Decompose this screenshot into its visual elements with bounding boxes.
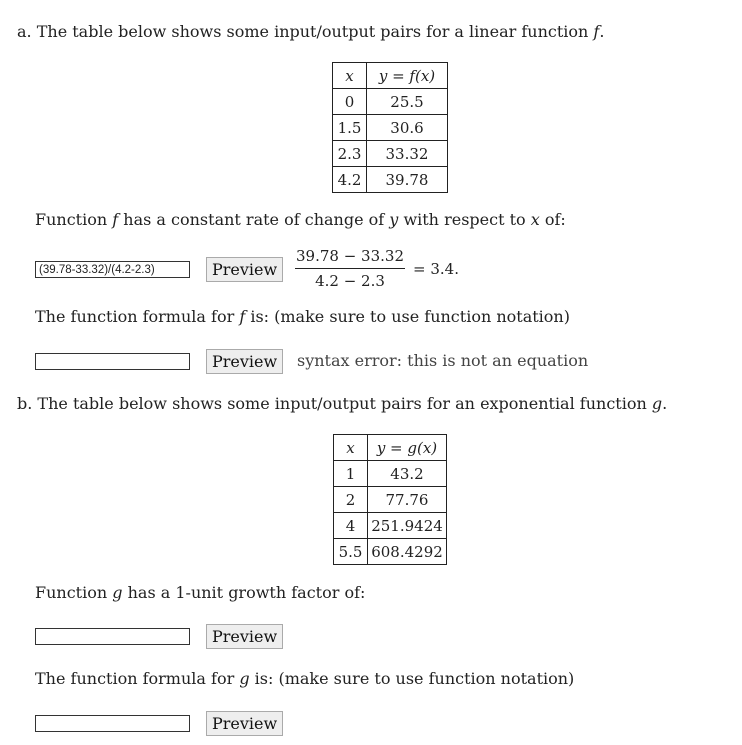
growth-question <box>35 583 365 602</box>
rate-x-symbol: x <box>530 210 540 229</box>
part-a-table <box>332 62 448 193</box>
y-cell: 33.32 <box>367 141 448 167</box>
formula-f-error-message: syntax error: this is not an equation <box>297 351 589 370</box>
part-b-func-symbol: g <box>651 394 663 413</box>
x-header: x <box>334 435 368 461</box>
part-a-prompt-text: a. The table below shows some input/output pairs for a linear function <box>17 22 589 41</box>
formula-f-input[interactable] <box>35 353 190 370</box>
growth-text-1: Function <box>35 583 108 602</box>
part-b-period: . <box>662 394 668 413</box>
rate-text-3: with respect to <box>403 210 526 229</box>
x-cell: 4.2 <box>333 167 367 193</box>
table-row <box>334 487 447 513</box>
x-cell: 0 <box>333 89 367 115</box>
formula-g-preview-button[interactable]: Preview <box>206 711 283 736</box>
table-row <box>333 89 448 115</box>
part-b-prompt-text: b. The table below shows some input/output pairs for an exponential function <box>17 394 647 413</box>
x-cell: 2.3 <box>333 141 367 167</box>
y-header: y = f(x) <box>367 63 448 89</box>
part-b-table <box>333 434 447 565</box>
table-row <box>334 461 447 487</box>
fraction-bar <box>295 268 405 269</box>
formula-g-text-2: is: (make sure to use function notation) <box>254 669 575 688</box>
growth-text-2: has a 1-unit growth factor of: <box>127 583 366 602</box>
formula-f-preview-button[interactable]: Preview <box>206 349 283 374</box>
growth-preview-button[interactable]: Preview <box>206 624 283 649</box>
y-cell: 251.9424 <box>368 513 447 539</box>
x-cell: 5.5 <box>334 539 368 565</box>
formula-f-text-1: The function formula for <box>35 307 235 326</box>
rate-preview-result: = 3.4. <box>413 260 459 278</box>
formula-f-question <box>35 307 570 326</box>
rate-text-4: of: <box>544 210 566 229</box>
part-b-prompt <box>17 394 667 413</box>
part-a-prompt <box>17 22 604 41</box>
y-cell: 39.78 <box>367 167 448 193</box>
y-cell: 25.5 <box>367 89 448 115</box>
x-header: x <box>333 63 367 89</box>
rate-answer-input[interactable]: (39.78-33.32)/(4.2-2.3) <box>35 261 190 278</box>
formula-f-text-2: is: (make sure to use function notation) <box>250 307 570 326</box>
rate-preview-button[interactable]: Preview <box>206 257 283 282</box>
x-cell: 1.5 <box>333 115 367 141</box>
formula-g-text-1: The function formula for <box>35 669 235 688</box>
part-a-period: . <box>599 22 605 41</box>
y-cell: 30.6 <box>367 115 448 141</box>
formula-g-input[interactable] <box>35 715 190 732</box>
table-row <box>334 513 447 539</box>
rate-preview-fraction <box>295 247 405 290</box>
x-cell: 1 <box>334 461 368 487</box>
x-cell: 4 <box>334 513 368 539</box>
y-cell: 608.4292 <box>368 539 447 565</box>
growth-answer-input[interactable] <box>35 628 190 645</box>
formula-f-func-symbol: f <box>239 307 246 326</box>
formula-g-func-symbol: g <box>239 669 250 688</box>
growth-func-symbol: g <box>112 583 123 602</box>
rate-text-2: has a constant rate of change of <box>123 210 385 229</box>
x-cell: 2 <box>334 487 368 513</box>
y-cell: 77.76 <box>368 487 447 513</box>
rate-question <box>35 210 566 229</box>
rate-func-symbol: f <box>112 210 119 229</box>
table-header-row <box>334 435 447 461</box>
table-header-row <box>333 63 448 89</box>
fraction-numerator: 39.78 − 33.32 <box>296 247 404 265</box>
formula-g-question <box>35 669 574 688</box>
fraction-denominator: 4.2 − 2.3 <box>315 272 385 290</box>
rate-text-1: Function <box>35 210 108 229</box>
table-row <box>334 539 447 565</box>
part-a-func-symbol: f <box>593 22 600 41</box>
y-cell: 43.2 <box>368 461 447 487</box>
y-header: y = g(x) <box>368 435 447 461</box>
rate-y-symbol: y <box>389 210 399 229</box>
table-row <box>333 167 448 193</box>
table-row <box>333 115 448 141</box>
table-row <box>333 141 448 167</box>
